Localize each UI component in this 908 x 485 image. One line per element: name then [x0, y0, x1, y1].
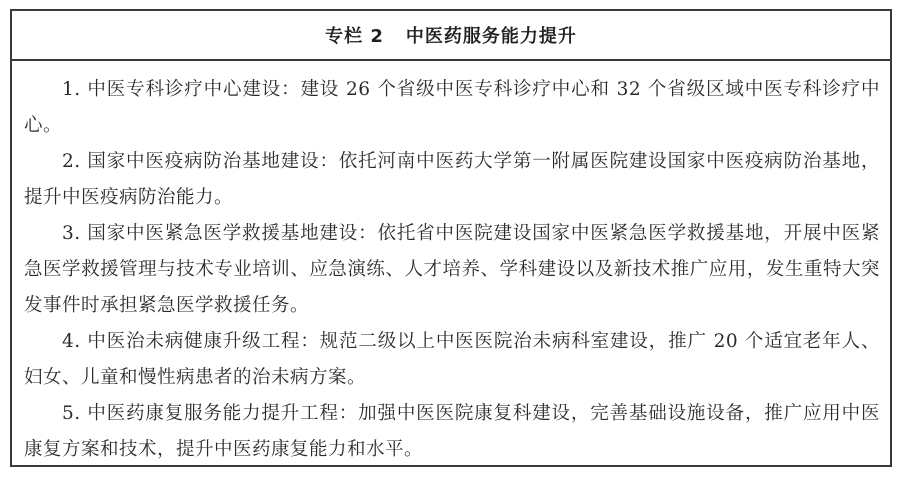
column-box: [10, 9, 892, 467]
column-header: [12, 11, 890, 61]
list-item-2: 2. 国家中医疫病防治基地建设：依托河南中医药大学第一附属医院建设国家中医疫病防治基地，提升中医疫病防治能力。: [24, 151, 880, 208]
column-number: 专栏 2: [325, 26, 384, 47]
list-item-4: 4. 中医治未病健康升级工程：规范二级以上中医医院治未病科室建设，推广 20 个适宜老年人、妇女、儿童和慢性病患者的治未病方案。: [24, 331, 880, 388]
list-item-1: 1. 中医专科诊疗中心建设：建设 26 个省级中医专科诊疗中心和 32 个省级区域中医专科诊疗中心。: [24, 79, 880, 136]
list-item-5: 5. 中医药康复服务能力提升工程：加强中医医院康复科建设，完善基础设施设备，推广应用中医康复方案和技术，提升中医药康复能力和水平。: [24, 403, 880, 460]
column-content: [12, 61, 890, 468]
list-item-3: 3. 国家中医紧急医学救援基地建设：依托省中医院建设国家中医紧急医学救援基地，开展中医紧急医学救援管理与技术专业培训、应急演练、人才培养、学科建设以及新技术推广应用，发生重特大突发事件时承担紧急医学救援任务。: [24, 223, 880, 316]
column-heading: 中医药服务能力提升: [405, 26, 577, 47]
column-title: [325, 22, 577, 48]
